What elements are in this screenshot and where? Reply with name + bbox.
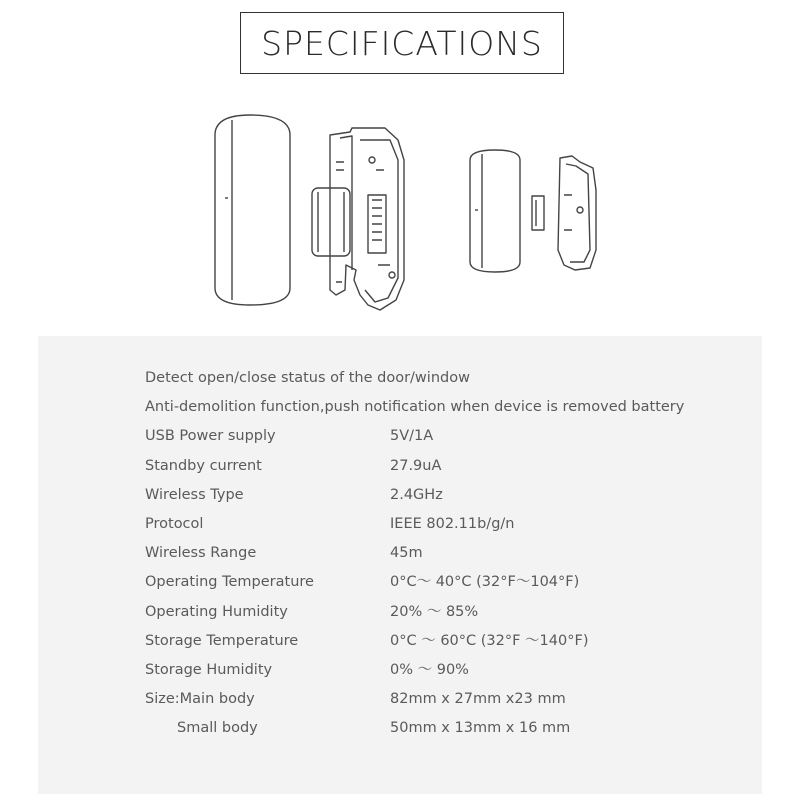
spec-value: 45m: [390, 545, 423, 562]
spec-row-size-small-body: [145, 714, 745, 743]
spec-value: 2.4GHz: [390, 486, 443, 503]
spec-row-operating-humidity: [145, 598, 745, 627]
spec-list: [145, 364, 745, 743]
spec-row-size-main-body: [145, 685, 745, 714]
spec-row-standby-current: [145, 452, 745, 481]
spec-row-wireless-type: [145, 481, 745, 510]
spec-row-wireless-range: [145, 539, 745, 568]
small-body-internals-icon: [558, 156, 596, 270]
magnet-icon: [532, 196, 544, 230]
main-body-cover-icon: [215, 115, 290, 305]
spec-value: 27.9uA: [390, 457, 442, 474]
product-illustration: [0, 100, 800, 320]
spec-row-protocol: [145, 510, 745, 539]
spec-note: Anti-demolition function,push notification when device is removed battery: [145, 399, 685, 416]
spec-label: Small body: [177, 720, 258, 737]
spec-label: Size:Main body: [145, 691, 255, 708]
spec-value: 0°C～ 40°C (32°F～104°F): [390, 574, 580, 591]
main-body-internals-icon: [312, 128, 404, 310]
title-box: [240, 12, 564, 74]
spec-note: Detect open/close status of the door/window: [145, 370, 470, 386]
spec-value: IEEE 802.11b/g/n: [390, 515, 515, 532]
spec-row-operating-temperature: [145, 568, 745, 597]
spec-label: Storage Temperature: [145, 632, 299, 649]
spec-label: Wireless Type: [145, 486, 244, 503]
spec-value: 0% ～ 90%: [390, 661, 469, 678]
page-title: SPECIFICATIONS: [261, 23, 543, 63]
spec-label: Operating Temperature: [145, 574, 314, 591]
spec-label: Standby current: [145, 457, 262, 474]
spec-label: Wireless Range: [145, 545, 257, 562]
spec-label: Operating Humidity: [145, 603, 288, 620]
spec-label: Storage Humidity: [145, 661, 273, 678]
spec-value: 20% ～ 85%: [390, 603, 479, 620]
spec-value: 0°C ～ 60°C (32°F ～140°F): [390, 632, 589, 649]
spec-row-storage-humidity: [145, 656, 745, 685]
spec-value: 5V/1A: [390, 428, 434, 445]
spec-value: 50mm x 13mm x 16 mm: [390, 720, 571, 737]
spec-row-storage-temperature: [145, 627, 745, 656]
spec-label: Protocol: [145, 515, 204, 532]
specifications-panel: [38, 336, 762, 794]
spec-value: 82mm x 27mm x23 mm: [390, 691, 566, 708]
small-body-cover-icon: [470, 150, 520, 272]
spec-row-usb-power: [145, 422, 745, 451]
spec-label: USB Power supply: [145, 428, 276, 445]
